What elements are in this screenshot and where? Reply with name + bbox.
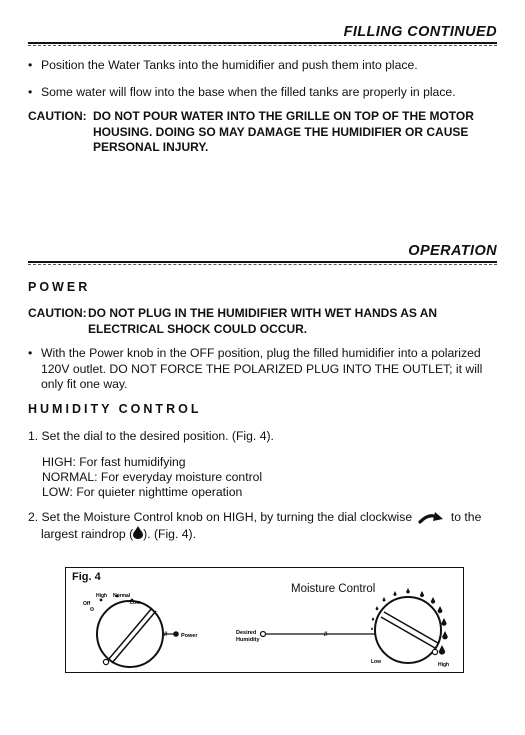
power-dial [83,593,198,667]
section-heading-filling: FILLING CONTINUED [28,24,497,44]
section-rule [28,264,497,265]
clockwise-arrow-icon [418,512,444,524]
caution-text: DO NOT POUR WATER INTO THE GRILLE ON TOP OF THE MOTOR HOUSING. DOING SO MAY DAMAGE THE HUMIDIFIER OR CAUSE PERSONAL INJURY. [93,109,474,154]
moisture-control-dial [236,588,449,668]
list-item: • With the Power knob in the OFF position, plug the filled humidifier into a polarized 120V outlet. DO NOT FORCE THE POLARIZED PLUG INTO THE OUTLET; it will only fit one way. [28,346,483,391]
subheading-humidity-control: HUMIDITY CONTROL [28,402,202,416]
figure-4-drawing [66,568,463,672]
setting-high: HIGH: For fast humidifying [42,455,186,469]
setting-normal: NORMAL: For everyday moisture control [42,470,263,484]
label-desired: Desired [236,630,257,636]
subheading-power: POWER [28,280,91,294]
label-humidity: Humidity [236,637,260,643]
figure-4 [65,567,464,673]
list-item: • Position the Water Tanks into the humidifier and push them into place. [28,58,418,72]
label-low: Low [371,659,381,665]
label-power: Power [181,633,198,639]
svg-text://: // [164,632,168,638]
list-item: • Some water will flow into the base when the filled tanks are properly in place. [28,85,456,99]
bullet-dot: • [28,85,33,99]
bullet-dot: • [28,346,33,360]
label-normal: Normal [113,593,131,599]
caution-label: CAUTION: [28,109,87,123]
dial-pointer [103,659,108,664]
label-high: High [438,662,450,668]
label-high: High [96,593,108,599]
bullet-dot: • [28,58,33,72]
setting-low: LOW: For quieter nighttime operation [42,485,243,499]
section-rule [28,45,497,46]
caution-filling [28,109,503,156]
label-off: Off [83,601,91,607]
svg-text://: // [324,632,328,638]
caution-text: DO NOT PLUG IN THE HUMIDIFIER WITH WET HANDS AS AN ELECTRICAL SHOCK COULD OCCUR. [88,306,438,336]
caution-power [28,306,503,337]
raindrop-icon [133,526,143,539]
moisture-control-title: Moisture Control [291,583,376,595]
dial-pointer [432,649,437,654]
moisture-knob [375,597,441,663]
step-1: 1. Set the dial to the desired position. (Fig. 4). [28,429,274,443]
step-2: 2. Set the Moisture Control knob on HIGH, by turning the dial clockwise to the largest raindrop ( ). (Fig. 4). [28,510,482,541]
label-low: Low [130,600,140,606]
desired-humidity-connector [261,632,266,637]
power-connector-dot [173,631,179,637]
figure-label: Fig. 4 [72,571,101,583]
caution-label: CAUTION: [28,306,87,320]
section-heading-operation: OPERATION [28,243,497,263]
